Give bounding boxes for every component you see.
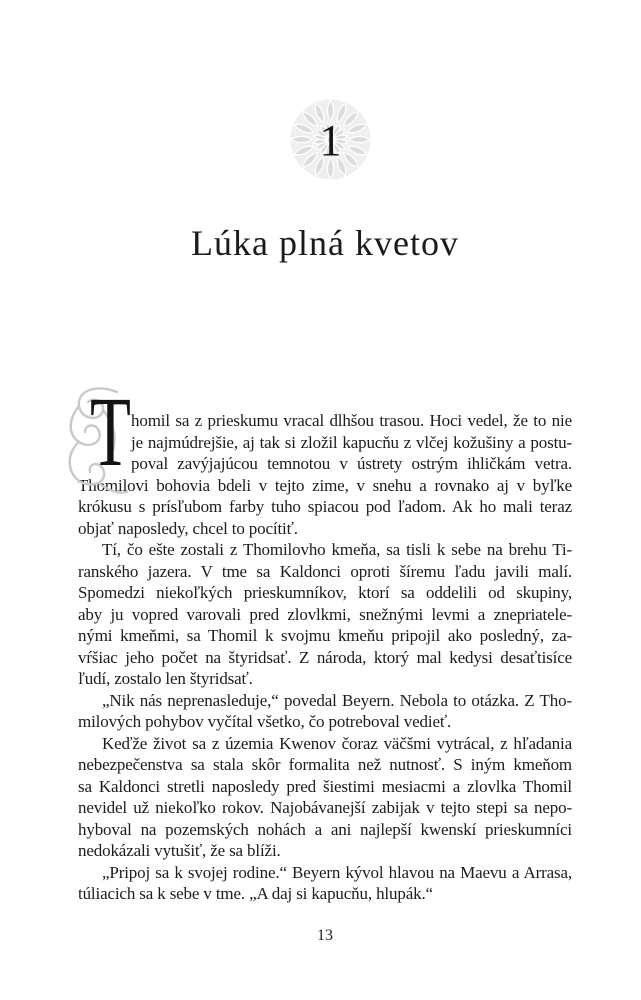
text-line: homil sa z prieskumu vracal dlhšou trasou. Hoci vedel, že to nie: [131, 411, 572, 430]
text-line: milových pohybov vyčítal všetko, čo potreboval vedieť.: [78, 712, 452, 731]
text-line: Thomilovi bohovia bdeli v tejto zime, v snehu a rovnako aj v byľke: [78, 475, 572, 495]
chapter-ornament: [287, 96, 374, 183]
paragraph: [78, 539, 572, 690]
text-line: sa Kaldonci stretli naposledy pred šiestimi mesiacmi a zlovlka Thomil: [78, 776, 572, 796]
paragraph: [78, 862, 572, 905]
text-line: ranského jazera. V tme sa Kaldonci oproti šíremu ľadu javili malí.: [78, 561, 572, 581]
paragraph: [78, 690, 572, 733]
text-line: túliacich sa k sebe v tme. „A daj si kapucňu, hlupák.“: [78, 884, 433, 903]
text-line: ľudí, zostalo len štyridsať.: [78, 669, 253, 688]
paragraph: [78, 733, 572, 862]
chapter-title: Lúka plná kvetov: [191, 223, 459, 263]
text-line: objať naposledy, chcel to pocítiť.: [78, 518, 298, 538]
text-line: Keďže život sa z územia Kwenov čoraz väčšmi vytrácal, z hľadania: [102, 733, 572, 753]
text-line: Spomedzi niekoľkých prieskumníkov, ktorí sa oddelili od skupiny,: [78, 583, 572, 602]
text-line: nedokázali vytušiť, že sa blíži.: [78, 841, 281, 860]
text-line: je najmúdrejšie, aj tak si zložil kapucňu z vlčej kožušiny a postu-: [131, 432, 572, 452]
drop-cap-block: [78, 376, 131, 487]
text-line: „Nik nás neprenasleduje,“ povedal Beyern. Nebola to otázka. Z Tho-: [102, 690, 572, 710]
text-line: nevidel už niekoľko rokov. Najobávanejší zabijak v tejto stepi sa nepo-: [78, 798, 572, 817]
body-text: [78, 376, 572, 905]
text-line: nými kmeňmi, sa Thomil k svojmu kmeňu pripojil ako posledný, za-: [78, 626, 572, 645]
chapter-number: 1: [319, 116, 342, 165]
text-line: krókusu s prísľubom farby tuho spiacou pod ľadom. Ak ho mali teraz: [78, 497, 572, 516]
text-line: „Pripoj sa k svojej rodine.“ Beyern kývol hlavou na Maevu a Arrasa,: [102, 862, 572, 882]
text-line: vŕšiac jeho počet na štyridsať. Z národa, ktorý mal kedysi desaťtisíce: [78, 647, 572, 667]
drop-cap: T: [90, 376, 131, 487]
text-line: nebezpečenstva sa stala skôr formalita než nutnosť. S iným kmeňom: [78, 755, 572, 774]
paragraph: [78, 376, 572, 539]
text-line: hyboval na pozemských nohách a ani najlepší kwenskí prieskumníci: [78, 819, 572, 839]
text-line: Tí, čo ešte zostali z Thomilovho kmeňa, sa tisli k sebe na brehu Ti-: [102, 540, 572, 559]
text-line: poval zavýjajúcou temnotou v ústrety ostrým ihličkám vetra.: [131, 454, 572, 473]
page-number: 13: [317, 927, 333, 944]
text-line: aby ju vopred varovali pred zlovlkmi, snežnými levmi a znepriatele-: [78, 604, 572, 624]
